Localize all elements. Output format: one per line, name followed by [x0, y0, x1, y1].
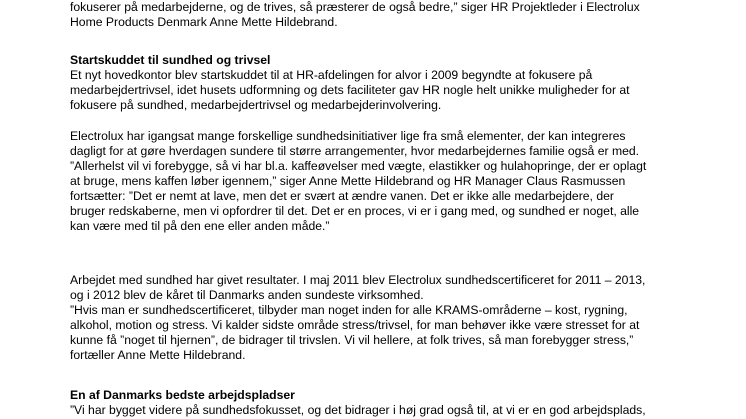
text-line: alkohol, motion og stress. Vi kalder sidste område stress/trivsel, for man behøver ikke være stresset for at — [70, 318, 640, 332]
heading-text: Startskuddet til sundhed og trivsel — [70, 53, 271, 67]
text-line: kan være med til på den ene eller anden måde.” — [70, 219, 330, 233]
text-line: dagligt for at gøre hverdagen sundere til større arrangementer, hvor medarbejdernes familie også er med. — [70, 144, 640, 158]
text-line: fortsætter: ”Det er nemt at lave, men det er svært at ændre vanen. Det er ikke alle medarbejdere, der — [70, 189, 614, 203]
heading-text: En af Danmarks bedste arbejdspladser — [70, 388, 295, 402]
text-line: ”Vi har bygget videre på sundhedsfokusset, og det bidrager i høj grad også til, at vi er en god arbejdsplads, — [70, 403, 646, 417]
text-line: at bruge, mens kaffen løber igennem,” siger Anne Mette Hildebrand og HR Manager Claus Rasmussen — [70, 174, 626, 188]
paragraph-best-workplace — [70, 403, 730, 418]
text-line: Et nyt hovedkontor blev startskuddet til at HR-afdelingen for alvor i 2009 begyndte at fokusere på — [70, 68, 593, 82]
paragraph-health-results — [70, 273, 730, 363]
text-line: Home Products Denmark Anne Mette Hildebrand. — [70, 15, 338, 29]
paragraph-health-initiatives — [70, 129, 730, 234]
text-line: fokuserer på medarbejderne, og de trives, så præsterer de også bedre,” siger HR Projektleder i Electrolux — [70, 0, 640, 14]
text-line: ”Allerhelst vil vi forebygge, så vi har bl.a. kaffeøvelser med vægte, elastikker og hulahopringe, der er oplagt — [70, 159, 647, 173]
text-line: Arbejdet med sundhed har givet resultater. I maj 2011 blev Electrolux sundhedscertificeret for 2011 – 2013, — [70, 273, 646, 287]
paragraph-new-headquarters — [70, 68, 730, 113]
text-line: medarbejdertrivsel, idet husets udformning og dets faciliteter gav HR nogle helt unikke muligheder for at — [70, 83, 630, 97]
text-line: ”Hvis man er sundhedscertificeret, tilbyder man noget inden for alle KRAMS-områderne – kost, rygning, — [70, 303, 628, 317]
text-line: fortæller Anne Mette Hildebrand. — [70, 348, 246, 362]
text-line: Electrolux har igangsat mange forskellige sundhedsinitiativer lige fra små elementer, der kan integreres — [70, 129, 626, 143]
text-line: fokusere på sundhed, medarbejdertrivsel og medarbejderinvolvering. — [70, 98, 442, 112]
intro-paragraph — [70, 0, 730, 30]
text-line: og i 2012 blev de kåret til Danmarks anden sundeste virksomhed. — [70, 288, 424, 302]
text-line: kunne få ”noget til hjernen”, de bidrager til trivslen. Vi vil hellere, at folk trives, så man forebygger stress,” — [70, 333, 634, 347]
text-line: bruger redskaberne, men vi opfordrer til det. Det er en proces, vi er i gang med, og sundhed er noget, alle — [70, 204, 640, 218]
section-heading-startskuddet — [70, 53, 730, 68]
section-heading-best-workplaces — [70, 388, 730, 403]
